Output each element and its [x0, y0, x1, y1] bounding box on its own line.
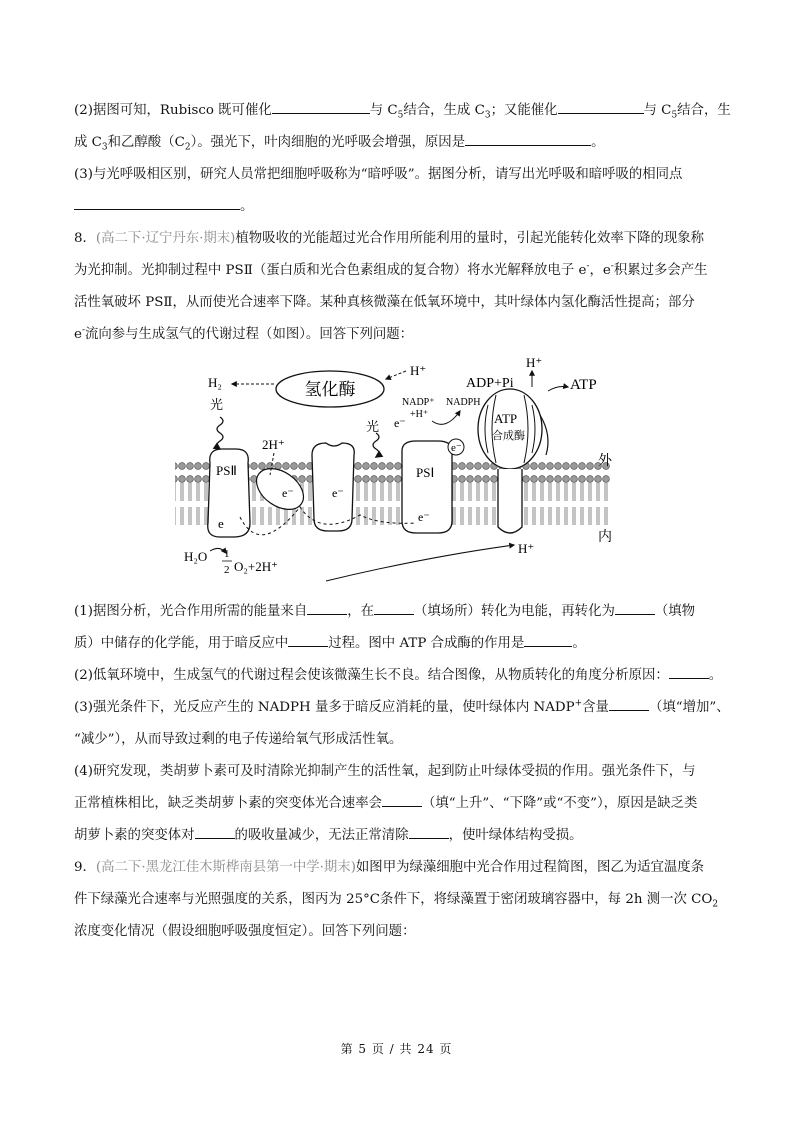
answer-blank[interactable]: [74, 195, 240, 210]
q9-line3: 浓度变化情况（假设细胞呼吸强度恒定）。回答下列问题：: [74, 924, 416, 939]
nadph-label: NADPH: [446, 397, 481, 408]
q9-line2: 件下绿藻光合速率与光照强度的关系，图丙为 25°C条件下，将绿藻置于密闭玻璃容器中，每 2h 测一次 $CO_2$: [74, 892, 719, 910]
inside-label: 内: [598, 530, 612, 545]
e-psii: e: [218, 516, 224, 531]
answer-blank[interactable]: [524, 632, 572, 647]
answer-blank[interactable]: [307, 600, 347, 615]
q8-intro-line2: 为光抑制。光抑制过程中 PSⅡ（蛋白质和光合色素组成的复合物）将水光解释放电子 e-，e-积累过多会产生: [74, 261, 708, 278]
q7-part3-line2: 。: [74, 191, 722, 223]
q8-sub2: (2)低氧环境中，生成氢气的代谢过程会使该微藻生长不良。结合图像，从物质转化的角度分析原因： 。: [74, 660, 722, 692]
q8-intro-line4: e-流向参与生成氢气的代谢过程（如图）。回答下列问题：: [74, 325, 414, 342]
q7-part2-line2: 成 $C_3$和乙醇酸$(C_2)$。强光下，叶肉细胞的光呼吸会增强，原因是 。: [74, 127, 722, 159]
answer-blank[interactable]: [374, 600, 414, 615]
q8-sub1-line1: (1)据图分析，光合作用所需的能量来自 ，在 （填场所）转化为电能，再转化为 （填物: [74, 596, 722, 628]
svg-text:1: 1: [224, 548, 230, 560]
plus-h-label: +H⁺: [410, 409, 429, 420]
svg-text:e⁻: e⁻: [418, 510, 430, 524]
svg-text:e⁻: e⁻: [394, 416, 406, 430]
hplus-top-label: H⁺: [410, 363, 427, 378]
answer-blank[interactable]: [615, 600, 655, 615]
svg-text:e⁻: e⁻: [282, 486, 294, 500]
q8-sub4-line3: 胡萝卜素的突变体对 的吸收量减少，无法正常清除 ，使叶绿体结构受损。: [74, 820, 722, 852]
psii-label: PSⅡ: [216, 463, 237, 478]
q8-sub3-line1: (3)强光条件下，光反应产生的 NADPH 量多于暗反应消耗的量，使叶绿体内 NADP+含量 （填“增加”、: [74, 692, 722, 724]
answer-blank[interactable]: [669, 664, 709, 679]
answer-blank[interactable]: [609, 696, 649, 711]
h2-label: H₂: [208, 375, 222, 390]
q8-intro-line3: 活性氧破坏 PSⅡ，从而使光合速率下降。某种真核微藻在低氧环境中，其叶绿体内氢化酶活性提高；部分: [74, 295, 695, 310]
answer-blank[interactable]: [272, 99, 370, 114]
q7-part2-line1: (2)据图可知，Rubisco 既可催化 与 $C_5$结合，生成 $C_3$；又能催化 与 $C_5$结合，生: [74, 95, 722, 127]
hplus-atp-label: H⁺: [526, 355, 543, 370]
answer-blank[interactable]: [409, 824, 449, 839]
o2-label: O₂+2H⁺: [234, 559, 279, 574]
q8-sub3-line2: “减少”），从而导致过剩的电子传递给氧气形成活性氧。: [74, 732, 403, 747]
svg-text:e⁻: e⁻: [451, 442, 462, 454]
q7-part3-line1: (3)与光呼吸相区别，研究人员常把细胞呼吸称为“暗呼吸”。据图分析，请写出光呼吸和暗呼吸的相同点: [74, 167, 683, 182]
hplus-bottom-label: H⁺: [518, 541, 535, 556]
light-label-psi: 光: [366, 419, 380, 434]
answer-blank[interactable]: [465, 131, 591, 146]
page-footer: 第 5 页 / 共 24 页: [340, 1042, 453, 1056]
svg-text:ATP: ATP: [494, 411, 518, 426]
nadp-label: NADP⁺: [402, 397, 435, 408]
light-label-psii: 光: [210, 397, 224, 412]
hydrogenase-label: 氢化酶: [304, 380, 356, 399]
thylakoid-diagram: [170, 345, 630, 585]
adp-pi-label: ADP+Pi: [466, 376, 514, 391]
q8-sub4-line1: (4)研究发现，类胡萝卜素可及时清除光抑制产生的活性氧，起到防止叶绿体受损的作用。强光条件下，与: [74, 764, 696, 779]
svg-text:e⁻: e⁻: [332, 486, 344, 500]
h2o-label: H₂O: [184, 549, 208, 564]
atp-label: ATP: [570, 377, 597, 393]
answer-blank[interactable]: [288, 632, 328, 647]
q9-source: (高二下·黑龙江佳木斯桦南县第一中学·期末): [95, 860, 356, 875]
q8-sub1-line2: 质）中储存的化学能，用于暗反应中 过程。图中 ATP 合成酶的作用是 。: [74, 628, 722, 660]
answer-blank[interactable]: [195, 824, 235, 839]
2h-label: 2H⁺: [262, 437, 285, 452]
svg-text:合成酶: 合成酶: [492, 430, 525, 442]
q8-intro-line1: 8．(高二下·辽宁丹东·期末)植物吸收的光能超过光合作用所能利用的量时，引起光能转化效率下降的现象称: [74, 231, 705, 246]
svg-text:2: 2: [224, 564, 230, 576]
outside-label: 外: [598, 454, 612, 469]
q8-source: (高二下·辽宁丹东·期末): [95, 231, 236, 246]
answer-blank[interactable]: [382, 792, 422, 807]
atp-synthase: [478, 389, 542, 469]
psi-label: PSⅠ: [416, 465, 435, 480]
q8-sub4-line2: 正常植株相比，缺乏类胡萝卜素的突变体光合速率会 （填“上升”、“下降”或“不变”），原因是缺乏类: [74, 788, 722, 820]
q9-line1: 9．(高二下·黑龙江佳木斯桦南县第一中学·期末)如图甲为绿藻细胞中光合作用过程简图，图乙为适宜温度条: [74, 860, 705, 875]
answer-blank[interactable]: [558, 99, 644, 114]
